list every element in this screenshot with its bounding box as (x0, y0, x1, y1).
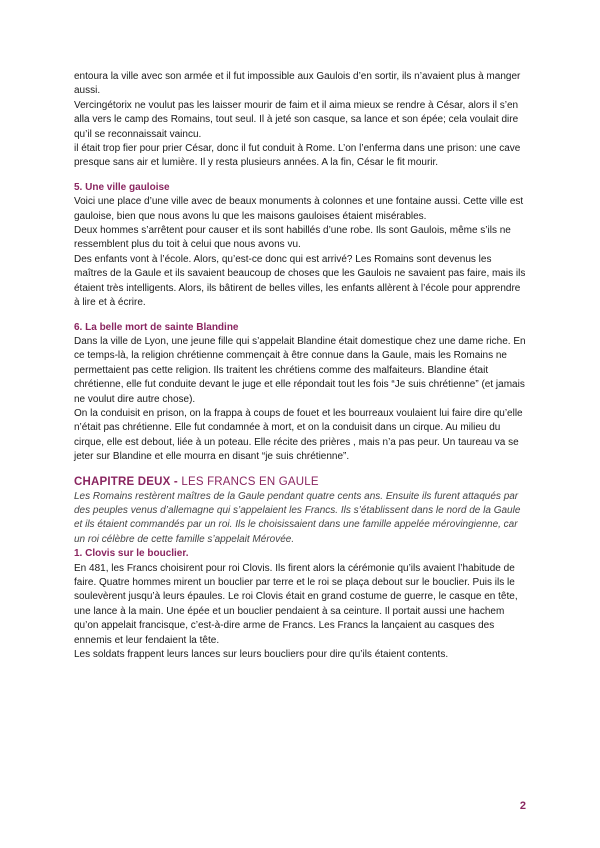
section-heading: 5. Une ville gauloise (74, 181, 170, 193)
paragraph: il était trop fier pour prier César, donc il fut conduit à Rome. L’on l’enferma dans une prison: une cave presque sans air et lumière. Il y resta plusieurs années. A la fin, César le fit mourir. (74, 143, 521, 169)
chapter-intro: Les Romains restèrent maîtres de la Gaule pendant quatre cents ans. Ensuite ils furent attaqués par des peuples venus d’allemagne qui s’appelaient les Francs. Ils s’établissent dans le nord de la Gaule et ils étaient commandés par un roi. Ils le choisissaient dans une famille appelée mérovingienne, car un roi célèbre de cette famille s’appelait Mérovée. (74, 490, 521, 545)
paragraph: Vercingétorix ne voulut pas les laisser mourir de faim et il aima mieux se rendre à César, alors il s’en alla vers le camp des Romains, tout seul. Il à jeté son casque, sa lance et son épée; cela voulait dire qu’il se reconnaissait vaincu. (74, 99, 519, 140)
page-number: 2 (519, 800, 526, 812)
paragraph: Deux hommes s’arrêtent pour causer et ils sont habillés d’une robe. Ils sont Gaulois, même s’ils ne ressemblent plus du toit à celui que nous avons vu. (74, 225, 511, 251)
paragraph: Des enfants vont à l’école. Alors, qu’est-ce donc qui est arrivé? Les Romains sont devenus les maîtres de la Gaule et ils savaient beaucoup de choses que les Gaulois ne savaient pas faire, mais ils étaient très intelligents. Alors, ils bâtirent de belles villes, les enfants allèrent à l’école pour apprendre à lire et à écrire. (74, 253, 526, 309)
intro-section (74, 70, 526, 171)
chapter-label: CHAPITRE DEUX - (74, 475, 178, 488)
paragraph: Les soldats frappent leurs lances sur leurs boucliers pour dire qu’ils étaient contents. (74, 649, 449, 661)
section-5 (74, 181, 526, 311)
section-1 (74, 547, 526, 662)
paragraph: Voici une place d’une ville avec de beaux monuments à colonnes et une fontaine aussi. Cette ville est gauloise, bien que nous avons lu que les maisons gauloises étaient misérables. (74, 196, 524, 222)
section-heading: 1. Clovis sur le bouclier. (74, 548, 189, 560)
paragraph: entoura la ville avec son armée et il fut impossible aux Gaulois d’en sortir, ils n’avaient plus à manger aussi. (74, 71, 521, 97)
paragraph: En 481, les Francs choisirent pour roi Clovis. Ils firent alors la cérémonie qu’ils avaient l’habitude de faire. Quatre hommes mirent un bouclier par terre et le roi se plaça debout sur le bouclier. Puis ils le soulevèrent jusqu’à leurs épaules. Le roi Clovis était en grand costume de guerre, le casque en tête, une lance à la main. Une épée et un bouclier pendaient à sa ceinture. Il portait aussi une hachem qu’on appelait francisque, c’est-à-dire arme de Francs. Les Francs la lançaient au casques des ennemis et leur fendaient la tête. (74, 562, 518, 646)
paragraph: Dans la ville de Lyon, une jeune fille qui s’appelait Blandine était domestique chez une dame riche. En ce temps-là, la religion chrétienne commençait à être connue dans la Gaule, mais les Romains ne permettaient pas cette religion. Ils traitent les chrétiens comme des malfaiteurs. Blandine était chrétienne, elle fut conduite devant le juge et elle répondait tout les fois “Je suis chrétienne” (et jamais ne voulut dire autre chose). (74, 335, 526, 405)
chapter-subtitle: LES FRANCS EN GAULE (177, 475, 319, 488)
section-6 (74, 321, 526, 465)
paragraph: On la conduisit en prison, on la frappa à coups de fouet et les bourreaux voulaient lui faire dire qu’elle n’était pas chrétienne. Elle fut condamnée à mort, et on la conduisit dans un cirque. Au milieu du cirque, elle est debout, liée à un poteau. Elle récite des prières , mais n’a pas peur. Un taureau va se jeter sur Blandine et elle mourra en disant “je suis chrétienne”. (74, 407, 523, 463)
section-heading: 6. La belle mort de sainte Blandine (74, 321, 239, 333)
chapter-heading (74, 475, 526, 490)
page-content (74, 70, 526, 672)
